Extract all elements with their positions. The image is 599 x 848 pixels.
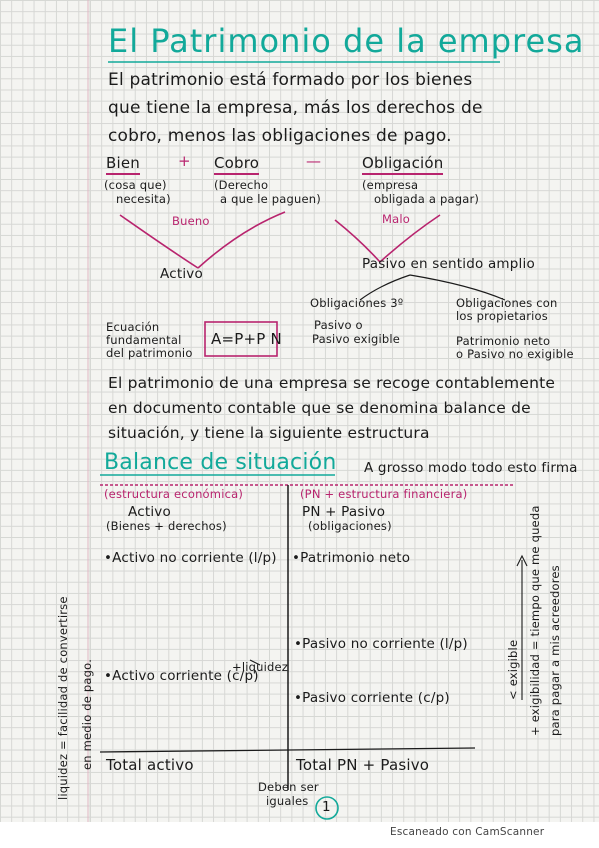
balance-heading: Balance de situación — [104, 450, 337, 475]
liquidez-arrow-label: +liquidez — [232, 660, 289, 674]
equation-label-3: del patrimonio — [106, 346, 193, 360]
right-item-2: •Pasivo no corriente (l/p) — [294, 636, 468, 652]
equation-label-2: fundamental — [106, 333, 182, 347]
term-plus: + — [178, 152, 191, 170]
side-note-right-top: < exigible — [506, 639, 520, 700]
right-sub-1: PN + Pasivo — [302, 504, 386, 520]
left-item-1: •Activo no corriente (l/p) — [104, 550, 277, 566]
para2-line-2: en documento contable que se denomina balance de — [108, 399, 531, 417]
camscanner-footer: Escaneado con CamScanner — [390, 826, 545, 838]
equation-formula: A=P+P N — [211, 330, 282, 348]
label-malo: Malo — [382, 212, 411, 226]
side-note-left-1: liquidez = facilidad de convertirse — [56, 596, 70, 800]
intro-line-3: cobro, menos las obligaciones de pago. — [108, 126, 452, 146]
page-number: 1 — [322, 799, 331, 815]
total-left: Total activo — [106, 756, 194, 774]
bien-note-2: necesita) — [116, 192, 171, 206]
term-cobro: Cobro — [214, 154, 259, 175]
oblig-prop-1: Obligaciones con — [456, 296, 558, 310]
label-activo: Activo — [160, 266, 203, 282]
right-header: (PN + estructura financiera) — [300, 487, 468, 501]
patrimonio-neto-1: Patrimonio neto — [456, 334, 551, 348]
equal-note-1: Deben ser — [258, 780, 319, 794]
term-minus: — — [306, 152, 322, 170]
side-note-right-2: para pagar a mis acreedores — [548, 565, 562, 736]
right-sub-2: (obligaciones) — [308, 519, 392, 533]
oblig-note-2: obligada a pagar) — [374, 192, 480, 206]
oblig-note-1: (empresa — [362, 178, 419, 192]
term-bien: Bien — [106, 154, 140, 175]
oblig-prop-2: los propietarios — [456, 309, 548, 323]
cobro-note-2: a que le paguen) — [220, 192, 321, 206]
page-title: El Patrimonio de la empresa — [108, 22, 585, 60]
left-header: (estructura económica) — [104, 487, 244, 501]
para2-line-1: El patrimonio de una empresa se recoge contablemente — [108, 374, 556, 392]
right-item-3: •Pasivo corriente (c/p) — [294, 690, 450, 706]
para2-line-3: situación, y tiene la siguiente estructura — [108, 424, 430, 442]
bien-note-1: (cosa que) — [104, 178, 167, 192]
balance-heading-note: A grosso modo todo esto firma — [364, 460, 578, 476]
cobro-note-1: (Derecho — [214, 178, 269, 192]
side-note-right-1: + exigibilidad = tiempo que me queda — [528, 505, 542, 736]
intro-line-1: El patrimonio está formado por los bienes — [108, 70, 473, 90]
equal-note-2: iguales — [266, 794, 309, 808]
pasivo-exigible-1: Pasivo o — [314, 318, 363, 332]
right-item-1: •Patrimonio neto — [292, 550, 411, 566]
label-bueno: Bueno — [172, 214, 210, 228]
link-cobro — [198, 212, 285, 268]
equation-label-1: Ecuación — [106, 320, 160, 334]
left-sub-1: Activo — [128, 504, 171, 520]
left-item-2: •Activo corriente (c/p) — [104, 668, 259, 684]
intro-line-2: que tiene la empresa, más los derechos de — [108, 98, 483, 118]
term-obligacion: Obligación — [362, 154, 443, 175]
label-oblig3: Obligaciones 3º — [310, 296, 404, 310]
pasivo-exigible-2: Pasivo exigible — [312, 332, 401, 346]
side-note-left-2: en medio de pago. — [80, 658, 94, 770]
patrimonio-neto-2: o Pasivo no exigible — [456, 347, 574, 361]
left-sub-2: (Bienes + derechos) — [106, 519, 227, 533]
label-pasivo: Pasivo en sentido amplio — [362, 256, 535, 272]
total-right: Total PN + Pasivo — [296, 756, 430, 774]
